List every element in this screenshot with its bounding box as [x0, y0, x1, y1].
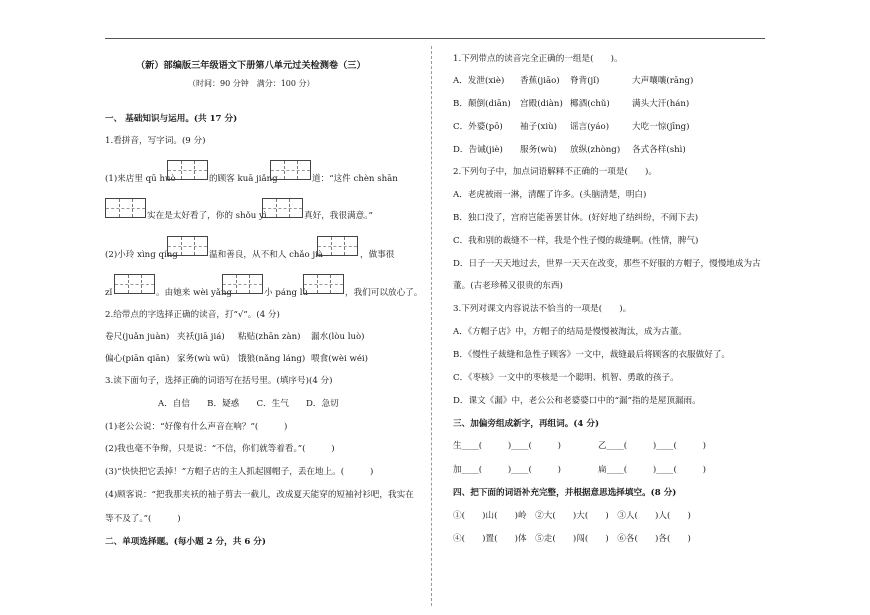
- q1-text: 的顾客 kuā jiǎng: [209, 174, 278, 184]
- r1-option: 放纵(zhòng): [570, 145, 621, 155]
- top-rule: [105, 38, 765, 39]
- q1-text: ，我们可以放心了。: [345, 288, 423, 298]
- r2-option: B．独口没了，宫府岂能善罢甘休。(好好地了结纠纷，不闹下去): [453, 213, 699, 223]
- writing-grid[interactable]: [303, 274, 344, 294]
- q3-item: (3)“快快把它丢掉！”方帽子店的主人抓起圆帽子，丢在地上。( ): [105, 467, 374, 477]
- writing-grid[interactable]: [114, 274, 155, 294]
- r1-option: 谣言(yáo): [570, 122, 610, 132]
- writing-grid[interactable]: [317, 236, 358, 256]
- r1-option: 大声嚷嚷(rāng): [632, 76, 694, 86]
- q3-item: (2)我也毫不争辩，只是说：“不信，你们就等着看。”( ): [105, 444, 335, 454]
- r1-option: A．发泄(xiè): [453, 76, 505, 86]
- s4-row[interactable]: ①( )山( )岭 ②大( )大( ) ③人( )人( ): [453, 511, 691, 521]
- r2-option: A．老虎被雨一淋，清醒了许多。(头脑清楚，明白): [453, 190, 647, 200]
- r3-option: A．《方帽子店》中，方帽子的结局是慢慢被淘汰，成为古董。: [453, 327, 687, 337]
- q1-text: 实在是太好看了，你的 shǒu yì: [147, 211, 267, 221]
- s3-blank[interactable]: 扁____( )____( ): [598, 465, 706, 475]
- s3-blank[interactable]: 生____( )____( ): [453, 441, 561, 451]
- q2-option[interactable]: 家务(wù wū): [177, 354, 230, 364]
- r1-option: 满头大汗(hán): [632, 99, 690, 109]
- q1-heading: 1.看拼音，写字词。(9 分): [105, 136, 206, 146]
- q1-text: (1)来店里 qū huò: [105, 174, 176, 184]
- r3-option: D．课文《漏》中，老公公和老婆婆口中的“漏”指的是屋顶漏雨。: [453, 396, 701, 406]
- q2-option[interactable]: 饿狼(nǎng láng): [238, 354, 306, 364]
- r2-heading: 2.下列句子中，加点词语解释不正确的一项是( )。: [453, 167, 657, 177]
- r1-option: 各式各样(shì): [632, 145, 686, 155]
- q3-options: A．自信 B．疑惑 C．生气 D．急切: [158, 399, 339, 409]
- s4-row[interactable]: ④( )置( )体 ⑤走( )闯( ) ⑥各( )各( ): [453, 534, 691, 544]
- s3-blank[interactable]: 加____( )____( ): [453, 465, 561, 475]
- page-title: （新）部编版三年级语文下册第八单元过关检测卷（三）: [136, 60, 366, 71]
- r3-heading: 3.下列对课文内容说法不恰当的一项是( )。: [453, 304, 632, 314]
- writing-grid[interactable]: [270, 160, 311, 180]
- r1-heading: 1.下列带点的读音完全正确的一组是( )。: [453, 54, 623, 64]
- r2-option: C．我和别的裁缝不一样，我是个性子慢的裁缝啊。(性情，脾气): [453, 236, 699, 246]
- r1-option: 椰酒(chǔ): [570, 99, 610, 109]
- q1-text: ，做事很: [360, 250, 395, 260]
- q3-heading: 3.读下面句子，选择正确的词语写在括号里。(填序号)(4 分): [105, 376, 333, 386]
- q2-option[interactable]: 卷尺(juǎn juàn): [105, 332, 170, 342]
- column-divider: [431, 46, 432, 606]
- r1-option: B．颠倒(diān): [453, 99, 511, 109]
- writing-grid[interactable]: [105, 198, 146, 218]
- section-1-heading: 一、 基础知识与运用。(共 17 分): [105, 114, 238, 124]
- page-subtitle: （时间：90 分钟 满分：100 分）: [188, 79, 315, 88]
- section-4-heading: 四、把下面的词语补充完整，并根据意思选择填空。(8 分): [453, 488, 677, 498]
- q2-option[interactable]: 粘贴(zhān zàn): [238, 332, 301, 342]
- r3-option: C．《枣核》一文中的枣核是一个聪明、机智、勇敢的孩子。: [453, 373, 679, 383]
- r1-option: 宫殿(diàn): [520, 99, 563, 109]
- section-3-heading: 三、加偏旁组成新字，再组词。(4 分): [453, 419, 600, 429]
- r1-option: 香蕉(jiāo): [520, 76, 560, 86]
- q1-text: zǐ: [105, 288, 113, 298]
- r1-option: 大吃一惊(jīng): [632, 122, 690, 132]
- q3-item: (1)老公公说：“好像有什么声音在响？”( ): [105, 422, 288, 432]
- writing-grid[interactable]: [167, 160, 208, 180]
- r1-option: 袖子(xiù): [520, 122, 558, 132]
- q2-option[interactable]: 偏心(piān qiān): [105, 354, 170, 364]
- q2-option[interactable]: 夹袄(jiā jiá): [177, 332, 225, 342]
- r2-option: 董。(古老珍稀又很贵的东西): [453, 281, 563, 291]
- writing-grid[interactable]: [222, 274, 263, 294]
- r1-option: C．外婆(pō): [453, 122, 503, 132]
- r1-option: 脊背(jǐ): [570, 76, 600, 86]
- q2-heading: 2.给带点的字选择正确的读音，打“√”。(4 分): [105, 310, 280, 320]
- writing-grid[interactable]: [262, 198, 303, 218]
- q2-option[interactable]: 喂食(wèi wéi): [311, 354, 369, 364]
- r1-option: D．告诫(jiè): [453, 145, 503, 155]
- q3-item: 等不及了。”( ): [105, 514, 181, 524]
- q2-option[interactable]: 漏水(lòu luò): [311, 332, 365, 342]
- q1-text: 道：“这件 chèn shān: [312, 174, 398, 184]
- r1-option: 服务(wù): [520, 145, 557, 155]
- q1-text: 小 páng lù: [264, 288, 309, 298]
- q1-text: 温和善良，从不和人 chǎo jià: [209, 250, 323, 260]
- q1-text: (2)小玲 xìng qíng: [105, 250, 178, 260]
- r3-option: B．《慢性子裁缝和急性子顾客》一文中，裁缝最后将顾客的衣服做好了。: [453, 350, 731, 360]
- writing-grid[interactable]: [167, 236, 208, 256]
- q3-item: (4)顾客说：“把我那夹袄的袖子剪去一截儿，改成夏天能穿的短袖衬衫吧，我实在: [105, 490, 414, 500]
- q1-text: 真好，我很满意。”: [304, 211, 373, 221]
- q1-text: 。由她来 wèi yǎng: [156, 288, 233, 298]
- section-2-heading: 二、单项选择题。(每小题 2 分，共 6 分): [105, 537, 266, 547]
- s3-blank[interactable]: 乙____( )____( ): [598, 441, 706, 451]
- r2-option: D．日子一天天地过去，世界一天天在改变，那些不好服的方帽子，慢慢地成为古: [453, 259, 761, 269]
